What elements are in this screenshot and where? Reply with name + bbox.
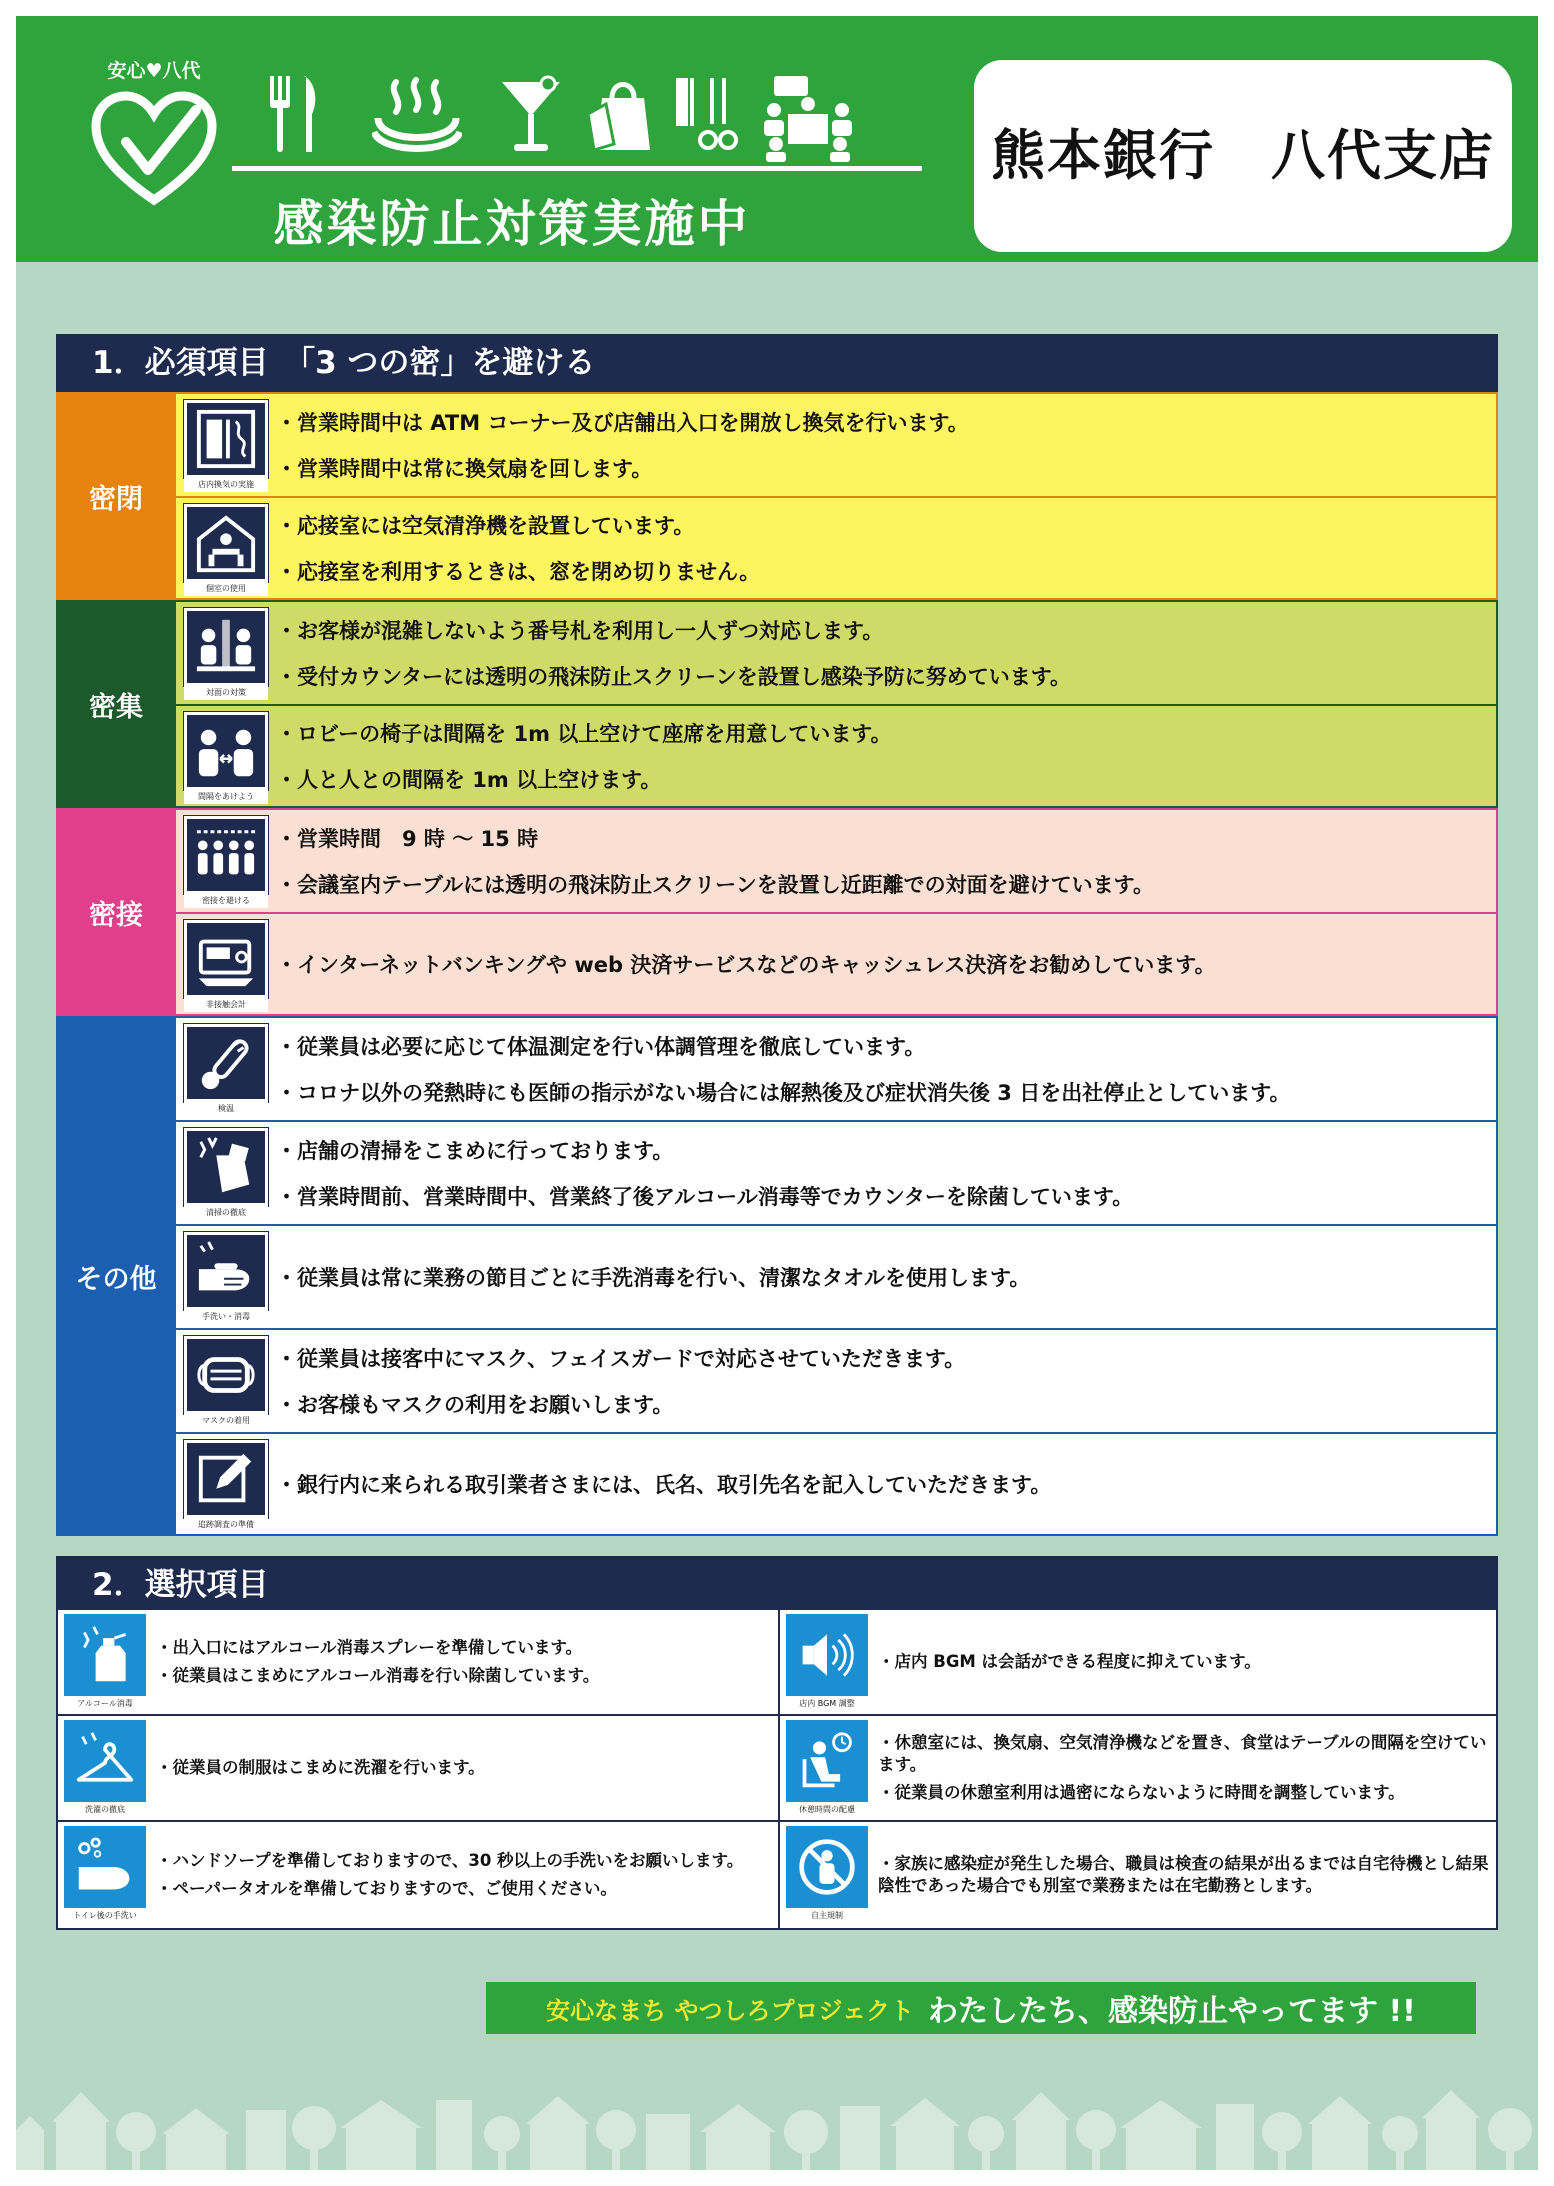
option-cell: [778, 1716, 1498, 1822]
alcohol-spray-icon: [75, 1625, 135, 1685]
logo-title: 安心♥八代: [107, 60, 201, 82]
measure-icon-box: [184, 504, 268, 596]
mask-icon: [194, 1344, 258, 1406]
option-line: ・従業員の休憩室利用は過密にならないように時間を調整しています。: [878, 1783, 1405, 1802]
option-text: [156, 1716, 768, 1820]
icon-caption: 検温: [184, 1102, 268, 1116]
shopping-bag-icon: [584, 74, 664, 154]
group-3: [56, 1016, 1498, 1536]
branch-name: 熊本銀行 八代支店: [991, 124, 1495, 187]
measure-row: [176, 392, 1498, 496]
measure-text: [276, 810, 1486, 912]
option-cell: [58, 1822, 778, 1928]
measure-row: [176, 808, 1498, 912]
icon-caption: 密接を避ける: [184, 894, 268, 908]
private-room-icon: [194, 512, 258, 574]
measure-line: ・お客様もマスクの利用をお願いします。: [276, 1393, 674, 1417]
measure-line: ・受付カウンターには透明の飛沫防止スクリーンを設置し感染予防に努めています。: [276, 665, 1072, 689]
icon-caption: 洗濯の徹底: [85, 1805, 125, 1814]
option-icon-box: [64, 1614, 146, 1712]
measure-row: [176, 1432, 1498, 1536]
group-label: その他: [56, 1016, 176, 1536]
measure-line: ・ロビーの椅子は間隔を 1m 以上空けて座席を用意しています。: [276, 722, 892, 746]
icon-caption: 店内換気の実施: [184, 478, 268, 492]
section1-title: 1．必須項目 「3 つの密」を避ける: [56, 334, 1498, 392]
measure-text: [276, 1434, 1486, 1534]
measure-line: ・営業時間 9 時 ～ 15 時: [276, 827, 539, 851]
barber-icon: [670, 74, 740, 154]
option-icon-box: [64, 1826, 146, 1924]
measure-icon-box: [184, 920, 268, 1012]
icon-caption: 自主規制: [811, 1911, 843, 1920]
measure-line: ・人と人との間隔を 1m 以上空けます。: [276, 768, 662, 792]
option-cell: [778, 1822, 1498, 1928]
measure-row: [176, 912, 1498, 1016]
cleaning-icon: [194, 1136, 258, 1198]
cashless-payment-icon: [194, 928, 258, 990]
measure-text: [276, 1122, 1486, 1224]
measure-line: ・銀行内に来られる取引業者さまには、氏名、取引先名を記入していただきます。: [276, 1473, 1052, 1497]
measure-icon-box: [184, 400, 268, 492]
option-cell: [58, 1610, 778, 1716]
slogan-banner: [486, 1982, 1476, 2034]
icon-caption: 手洗い・消毒: [184, 1310, 268, 1324]
icon-caption: トイレ後の手洗い: [73, 1911, 137, 1920]
self-restraint-icon: [797, 1837, 857, 1897]
option-cell: [778, 1610, 1498, 1716]
slogan-project: 安心なまち やつしろプロジェクト: [546, 1996, 915, 2025]
measure-line: ・営業時間中は ATM コーナー及び店舗出入口を開放し換気を行います。: [276, 411, 969, 435]
icon-caption: 清掃の徹底: [184, 1206, 268, 1220]
measure-line: ・応接室を利用するときは、窓を閉め切りません。: [276, 560, 761, 584]
facility-icons-row: [264, 74, 904, 164]
header-divider: [232, 166, 922, 171]
branch-name-box: [974, 60, 1512, 252]
measure-line: ・コロナ以外の発熱時にも医師の指示がない場合には解熱後及び症状消失後 3 日を出社停止としています。: [276, 1081, 1291, 1105]
group-2: [56, 808, 1498, 1016]
header-band: [16, 16, 1538, 262]
ventilation-window-icon: [194, 408, 258, 470]
speaker-icon: [797, 1625, 857, 1685]
distance-icon: [194, 720, 258, 782]
measure-text: [276, 394, 1486, 496]
face-to-face-icon: [194, 616, 258, 678]
option-text: [878, 1822, 1490, 1928]
thermometer-icon: [194, 1032, 258, 1094]
measure-row: [176, 704, 1498, 808]
measure-icon-box: [184, 816, 268, 908]
fork-knife-icon: [264, 74, 324, 154]
option-line: ・家族に感染症が発生した場合、職員は検査の結果が出るまでは自宅待機とし結果陰性であった場合でも別室で業務または在宅勤務とします。: [878, 1854, 1489, 1895]
icon-caption: 個室の使用: [184, 582, 268, 596]
option-text: [878, 1610, 1490, 1714]
icon-caption: 追跡調査の準備: [184, 1518, 268, 1532]
icon-caption: マスクの着用: [184, 1414, 268, 1428]
option-line: ・従業員はこまめにアルコール消毒を行い除菌しています。: [156, 1666, 600, 1685]
option-icon-box: [64, 1720, 146, 1818]
measure-line: ・会議室内テーブルには透明の飛沫防止スクリーンを設置し近距離での対面を避けています。: [276, 873, 1155, 897]
option-line: ・ハンドソープを準備しておりますので、30 秒以上の手洗いをお願いします。: [156, 1851, 744, 1870]
measure-line: ・応接室には空気清浄機を設置しています。: [276, 514, 695, 538]
option-line: ・従業員の制服はこまめに洗濯を行います。: [156, 1758, 485, 1777]
measure-row: [176, 1016, 1498, 1120]
group-1: [56, 600, 1498, 808]
option-text: [156, 1610, 768, 1714]
meeting-icon: [760, 74, 856, 162]
measure-text: [276, 1226, 1486, 1328]
option-text: [878, 1716, 1490, 1820]
measure-line: ・営業時間前、営業時間中、営業終了後アルコール消毒等でカウンターを除菌しています。: [276, 1185, 1134, 1209]
measure-icon-box: [184, 1024, 268, 1116]
avoid-close-contact-icon: [194, 824, 258, 886]
measure-icon-box: [184, 608, 268, 700]
option-line: ・ペーパータオルを準備しておりますので、ご使用ください。: [156, 1879, 617, 1898]
measure-row: [176, 600, 1498, 704]
anshin-yatsushiro-logo: [74, 56, 234, 226]
measure-row: [176, 1328, 1498, 1432]
measure-text: [276, 1330, 1486, 1432]
option-icon-box: [786, 1614, 868, 1712]
measure-row: [176, 1224, 1498, 1328]
icon-caption: 非接触会計: [184, 998, 268, 1012]
option-icon-box: [786, 1826, 868, 1924]
group-label: 密接: [56, 808, 176, 1016]
option-line: ・店内 BGM は会話ができる程度に抑えています。: [878, 1652, 1261, 1671]
icon-caption: 対面の対策: [184, 686, 268, 700]
measure-line: ・従業員は接客中にマスク、フェイスガードで対応させていただきます。: [276, 1347, 966, 1371]
measure-text: [276, 498, 1486, 598]
measure-line: ・店舗の清掃をこまめに行っております。: [276, 1139, 674, 1163]
icon-caption: 店内 BGM 調整: [799, 1699, 855, 1708]
icon-caption: アルコール消毒: [77, 1699, 133, 1708]
measure-line: ・従業員は必要に応じて体温測定を行い体調管理を徹底しています。: [276, 1035, 926, 1059]
measure-line: ・従業員は常に業務の節目ごとに手洗消毒を行い、清潔なタオルを使用します。: [276, 1266, 1031, 1290]
heart-check-icon: [90, 90, 218, 210]
pen-note-icon: [194, 1448, 258, 1510]
break-room-icon: [797, 1731, 857, 1791]
option-text: [156, 1822, 768, 1928]
measure-icon-box: [184, 712, 268, 804]
measure-text: [276, 1018, 1486, 1120]
measure-line: ・インターネットバンキングや web 決済サービスなどのキャッシュレス決済をお勧めしています。: [276, 953, 1216, 977]
measure-line: ・営業時間中は常に換気扇を回します。: [276, 457, 653, 481]
group-label: 密集: [56, 600, 176, 808]
hot-spring-icon: [372, 74, 462, 154]
measure-icon-box: [184, 1128, 268, 1220]
option-line: ・休憩室には、換気扇、空気清浄機などを置き、食堂はテーブルの間隔を空けています。: [878, 1733, 1487, 1774]
main-title: 感染防止対策実施中: [273, 195, 751, 253]
group-0: [56, 392, 1498, 600]
hand-wash-icon: [194, 1240, 258, 1302]
hanger-icon: [75, 1731, 135, 1791]
option-icon-box: [786, 1720, 868, 1818]
option-line: ・出入口にはアルコール消毒スプレーを準備しています。: [156, 1638, 583, 1657]
group-label: 密閉: [56, 392, 176, 600]
soap-hand-icon: [75, 1837, 135, 1897]
option-cell: [58, 1716, 778, 1822]
section2-title: 2．選択項目: [56, 1556, 1498, 1614]
town-silhouette-icon: [16, 2060, 1538, 2170]
measure-text: [276, 914, 1486, 1014]
measure-text: [276, 706, 1486, 806]
icon-caption: 間隔をあけよう: [184, 790, 268, 804]
section2-table: [56, 1608, 1498, 1930]
measure-icon-box: [184, 1232, 268, 1324]
cocktail-icon: [496, 74, 566, 154]
measure-icon-box: [184, 1336, 268, 1428]
slogan-main: わたしたち、感染防止やってます !!: [928, 1994, 1416, 2029]
measure-icon-box: [184, 1440, 268, 1532]
measure-row: [176, 496, 1498, 600]
measure-line: ・お客様が混雑しないよう番号札を利用し一人ずつ対応します。: [276, 619, 884, 643]
measure-text: [276, 602, 1486, 704]
icon-caption: 休憩時間の配慮: [799, 1805, 855, 1814]
measure-row: [176, 1120, 1498, 1224]
